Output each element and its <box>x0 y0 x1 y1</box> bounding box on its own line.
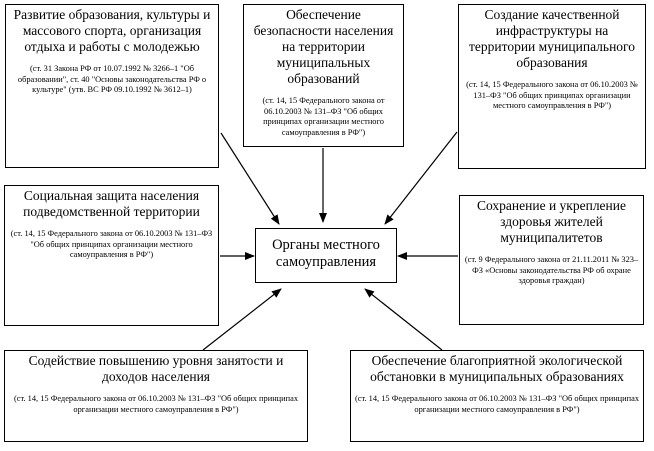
box-education-reference: (ст. 31 Закона РФ от 10.07.1992 № 3266–1 "Об образовании", ст. 40 "Основы законодательства РФ о культуре" (утв. ВС РФ 09.10.1992 № 3612–1) <box>17 64 207 94</box>
box-infrastructure <box>458 4 646 169</box>
box-ecology-reference: (ст. 14, 15 Федерального закона от 06.10.2003 № 131–ФЗ "Об общих принципах организации местного самоуправления в РФ") <box>354 394 640 414</box>
box-social-protection-reference: (ст. 14, 15 Федерального закона от 06.10.2003 № 131–ФЗ "Об общих принципах организации местного самоуправления в РФ") <box>10 229 213 259</box>
box-health-reference: (ст. 9 Федерального закона от 21.11.2011 № 323–ФЗ «Основы законодательства РФ об охране здоровья граждан) <box>464 255 639 285</box>
box-social-protection <box>4 185 219 326</box>
box-local-government-title: Органы местного самоуправления <box>272 237 380 270</box>
box-education-title: Развитие образования, культуры и массового спорта, организация отдыха и работы с молодежью <box>13 7 211 54</box>
box-health-title: Сохранение и укрепление здоровья жителей муниципалитетов <box>477 198 626 245</box>
arrow-ecology <box>365 289 442 350</box>
box-ecology <box>350 350 644 442</box>
box-safety <box>243 4 404 147</box>
box-local-government <box>255 228 397 283</box>
box-employment-reference: (ст. 14, 15 Федерального закона от 06.10.2003 № 131–ФЗ "Об общих принципах организации местного самоуправления в РФ") <box>13 394 299 414</box>
box-infrastructure-title: Создание качественной инфраструктуры на территории муниципального образования <box>468 7 635 70</box>
box-education <box>5 4 219 168</box>
box-health <box>459 195 644 325</box>
box-employment <box>4 350 308 442</box>
box-infrastructure-reference: (ст. 14, 15 Федерального закона от 06.10.2003 № 131–ФЗ "Об общих принципах организации местного самоуправления в РФ") <box>466 80 638 110</box>
box-safety-reference: (ст. 14, 15 Федерального закона от 06.10.2003 № 131–ФЗ "Об общих принципах организации местного самоуправления в РФ") <box>262 96 385 137</box>
box-social-protection-title: Социальная защита населения подведомственной территории <box>23 188 200 219</box>
box-employment-title: Содействие повышению уровня занятости и доходов населения <box>28 353 284 384</box>
box-safety-title: Обеспечение безопасности населения на территории муниципальных образований <box>253 7 394 86</box>
box-ecology-title: Обеспечение благоприятной экологической обстановки в муниципальных образованиях <box>370 353 624 384</box>
